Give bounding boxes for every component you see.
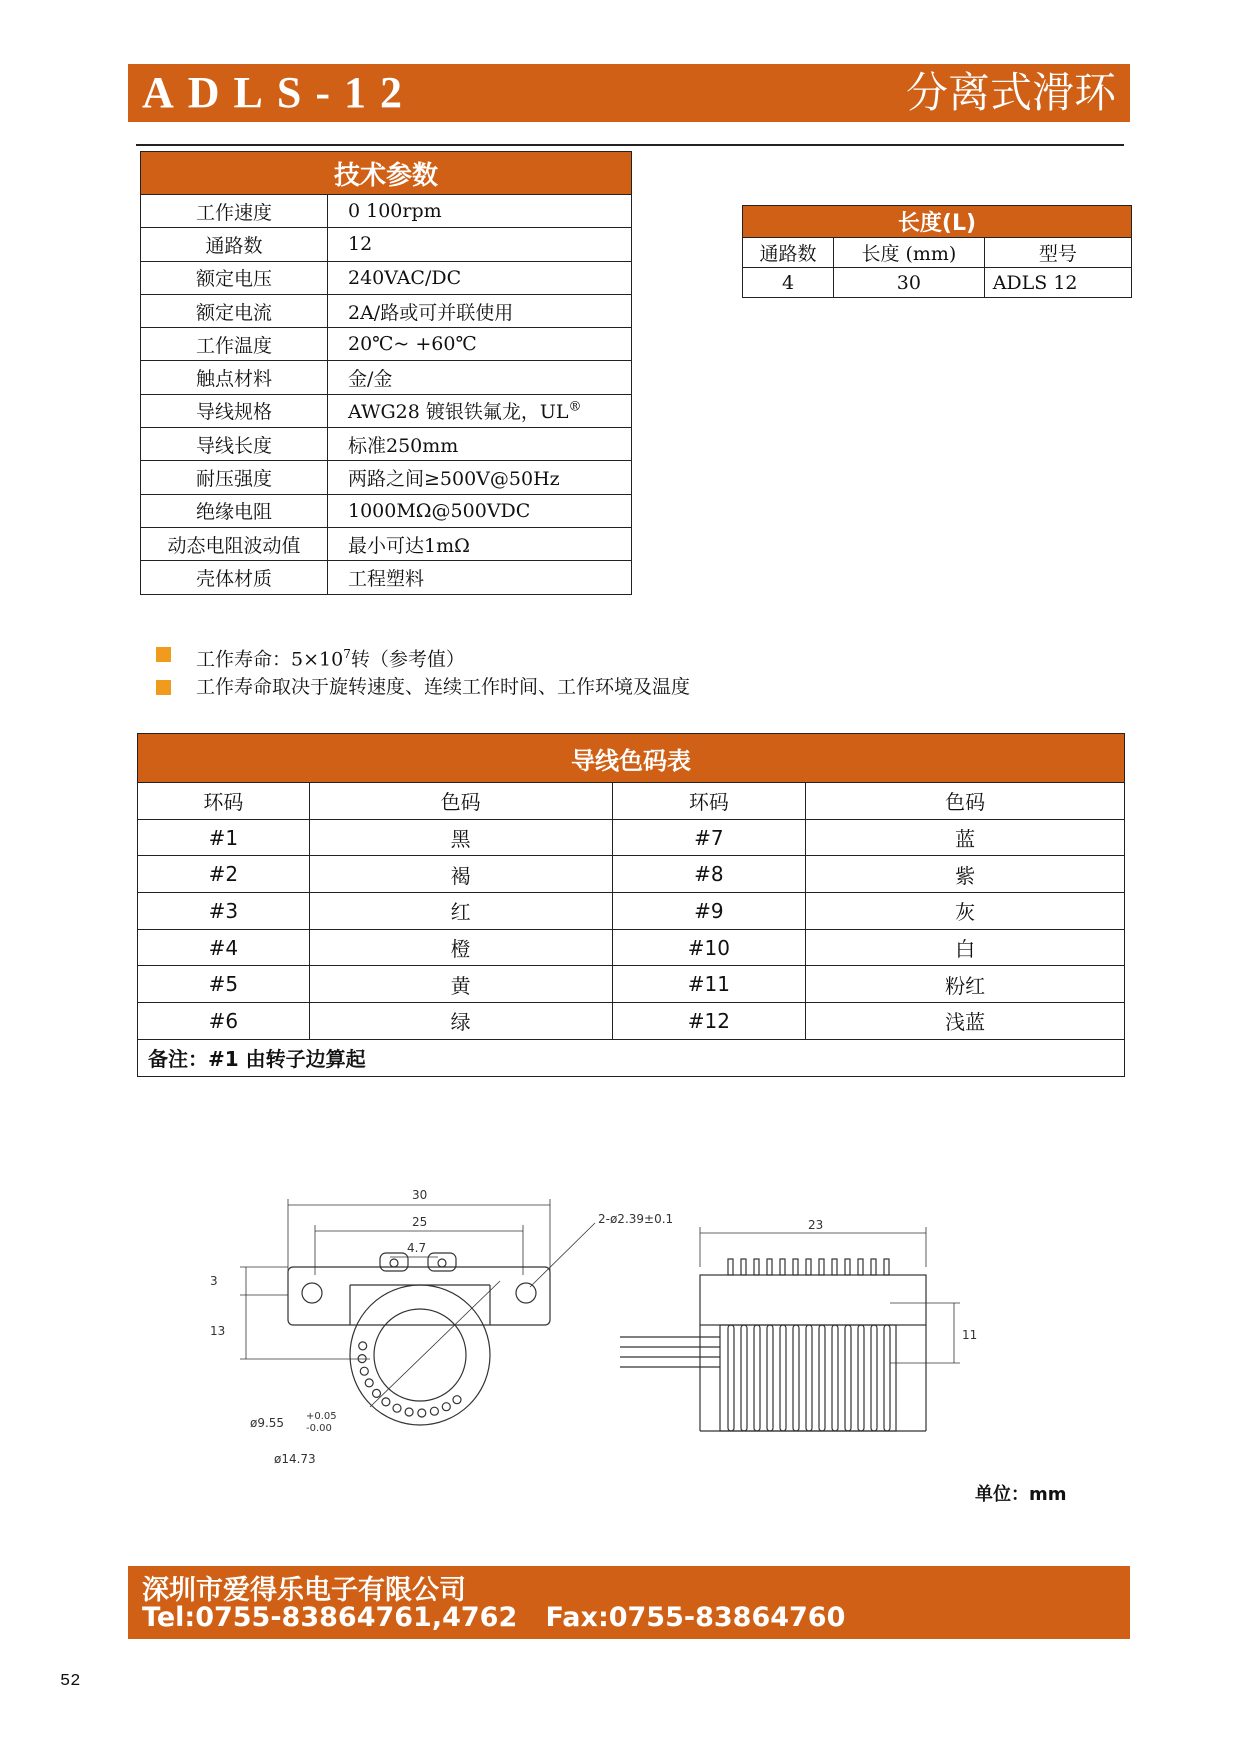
pin — [858, 1259, 863, 1275]
ring-code: #12 — [612, 1003, 806, 1040]
spec-table — [140, 151, 632, 595]
fin — [793, 1325, 799, 1431]
ring-code: #8 — [612, 856, 806, 893]
spec-value — [328, 527, 632, 560]
dim-30: 30 — [412, 1188, 428, 1202]
spec-value — [328, 461, 632, 494]
ring-code: #11 — [612, 966, 806, 1003]
length-table-title: 长度(L) — [743, 206, 1132, 238]
dim-tol-plus: +0.05 — [306, 1411, 337, 1422]
spec-value-text: AWG28 镀银铁氟龙，UL — [348, 401, 569, 424]
spec-value — [328, 494, 632, 527]
spec-label: 动态电阻波动值 — [141, 527, 328, 560]
length-cell-length: 30 — [834, 268, 985, 298]
note-life-prefix: 工作寿命：5×10 — [196, 648, 344, 671]
spec-row — [141, 328, 632, 361]
spec-label: 额定电流 — [141, 294, 328, 327]
spec-value-text: 12 — [348, 233, 373, 256]
pin — [780, 1259, 785, 1275]
spec-label: 耐压强度 — [141, 461, 328, 494]
pin — [741, 1259, 746, 1275]
length-header-channels: 通路数 — [743, 238, 834, 268]
spec-value-text: 2A/路或可并联使用 — [348, 301, 514, 324]
fin — [871, 1325, 877, 1431]
spec-value — [328, 394, 632, 427]
ring-code: #6 — [138, 1003, 310, 1040]
fin — [728, 1325, 734, 1431]
color-table-title: 导线色码表 — [138, 734, 1125, 783]
fin — [767, 1325, 773, 1431]
length-cell-model: ADLS 12 — [984, 268, 1131, 298]
ring-code: #4 — [138, 929, 310, 966]
color-row — [138, 929, 1125, 966]
contact-dot — [382, 1398, 390, 1406]
spec-label: 壳体材质 — [141, 561, 328, 594]
spec-row — [141, 394, 632, 427]
color-row — [138, 966, 1125, 1003]
spec-row — [141, 461, 632, 494]
contact-dot — [373, 1389, 381, 1397]
fin — [832, 1325, 838, 1431]
color-name: 粉红 — [806, 966, 1125, 1003]
color-name: 灰 — [806, 893, 1125, 930]
spec-label: 通路数 — [141, 228, 328, 261]
contact-dot — [405, 1408, 413, 1416]
color-header-ring: 环码 — [612, 783, 806, 820]
spec-value-text: 两路之间≥500V@50Hz — [348, 468, 560, 491]
spec-value-text: 20℃~ +60℃ — [348, 333, 477, 356]
fin — [780, 1325, 786, 1431]
color-name: 紫 — [806, 856, 1125, 893]
spec-value — [328, 361, 632, 394]
color-row — [138, 893, 1125, 930]
front-view — [240, 1199, 595, 1425]
contact-info: Tel:0755-83864761,4762 Fax:0755-83864760 — [142, 1602, 846, 1633]
length-table — [742, 205, 1132, 298]
color-table-remark: 备注：#1 由转子边算起 — [138, 1039, 1125, 1076]
dim-25: 25 — [412, 1215, 428, 1229]
ring-code: #5 — [138, 966, 310, 1003]
spec-value-text: 标准250mm — [348, 434, 459, 457]
contact-dot — [359, 1342, 367, 1350]
dim-tol-minus: -0.00 — [306, 1423, 332, 1434]
pin — [819, 1259, 824, 1275]
contact-dot — [358, 1355, 366, 1363]
contact-dot — [360, 1367, 368, 1375]
pin — [871, 1259, 876, 1275]
spec-label: 触点材料 — [141, 361, 328, 394]
fin — [806, 1325, 812, 1431]
contact-dot — [442, 1403, 450, 1411]
pin — [845, 1259, 850, 1275]
fins — [728, 1325, 890, 1431]
dim-11: 11 — [962, 1328, 978, 1342]
color-name: 白 — [806, 929, 1125, 966]
spec-label: 导线规格 — [141, 394, 328, 427]
pin — [884, 1259, 889, 1275]
wire-color-table — [137, 733, 1125, 1077]
spec-row — [141, 494, 632, 527]
fin — [845, 1325, 851, 1431]
contact-dot — [453, 1396, 461, 1404]
fin — [819, 1325, 825, 1431]
length-cell-channels: 4 — [743, 268, 834, 298]
bullet-icon — [156, 647, 171, 662]
spec-row — [141, 228, 632, 261]
spec-value-text: 1000MΩ@500VDC — [348, 499, 531, 522]
dim-holes: 2-ø2.39±0.1 — [598, 1212, 674, 1226]
spec-row — [141, 361, 632, 394]
bullet-icon — [156, 680, 171, 695]
spec-row — [141, 561, 632, 594]
pin — [767, 1259, 772, 1275]
spec-value-text: 最小可达1mΩ — [348, 534, 470, 557]
ring-code: #7 — [612, 819, 806, 856]
note-life-factors-text: 工作寿命取决于旋转速度、连续工作时间、工作环境及温度 — [196, 676, 691, 699]
footer-banner — [128, 1566, 1130, 1639]
title-banner — [128, 64, 1130, 122]
pins — [728, 1259, 889, 1275]
spec-row — [141, 195, 632, 228]
company-name: 深圳市爱得乐电子有限公司 — [142, 1575, 466, 1606]
page-number: 52 — [60, 1672, 81, 1691]
contact-dot — [365, 1379, 373, 1387]
spec-value — [328, 328, 632, 361]
spec-row — [141, 261, 632, 294]
color-header-color: 色码 — [806, 783, 1125, 820]
dim-9-55: ø9.55 — [250, 1416, 285, 1430]
dim-13: 13 — [210, 1324, 226, 1338]
notes — [152, 640, 690, 701]
color-row — [138, 856, 1125, 893]
contact-dot — [418, 1409, 426, 1417]
ring-code: #9 — [612, 893, 806, 930]
ring-code: #1 — [138, 819, 310, 856]
dimension-drawing — [200, 1175, 1080, 1475]
ul-mark: ® — [568, 400, 582, 416]
fin — [884, 1325, 890, 1431]
color-name: 浅蓝 — [806, 1003, 1125, 1040]
note-life-exponent: 7 — [343, 647, 351, 661]
note-life-suffix: 转（参考值） — [350, 648, 465, 671]
unit-label: 单位：mm — [975, 1484, 1067, 1505]
header-divider — [136, 144, 1124, 146]
color-name: 黄 — [309, 966, 612, 1003]
color-name: 褐 — [309, 856, 612, 893]
pin — [754, 1259, 759, 1275]
spec-label: 导线长度 — [141, 428, 328, 461]
product-type: 分离式滑环 — [905, 68, 1116, 117]
spec-value — [328, 261, 632, 294]
ring-code: #3 — [138, 893, 310, 930]
spec-value — [328, 561, 632, 594]
spec-row — [141, 294, 632, 327]
length-header-model: 型号 — [984, 238, 1131, 268]
spec-label: 额定电压 — [141, 261, 328, 294]
note-life — [152, 640, 690, 673]
spec-value — [328, 228, 632, 261]
color-row — [138, 819, 1125, 856]
color-name: 绿 — [309, 1003, 612, 1040]
contact-dot — [393, 1404, 401, 1412]
spec-label: 绝缘电阻 — [141, 494, 328, 527]
spec-label: 工作温度 — [141, 328, 328, 361]
note-life-factors — [152, 673, 690, 701]
side-view — [620, 1227, 960, 1431]
color-name: 黑 — [309, 819, 612, 856]
color-header-ring: 环码 — [138, 783, 310, 820]
ring-code: #10 — [612, 929, 806, 966]
spec-row — [141, 428, 632, 461]
spec-value-text: 240VAC/DC — [348, 266, 462, 289]
spec-value — [328, 195, 632, 228]
length-header-length: 长度 (mm) — [834, 238, 985, 268]
color-name: 蓝 — [806, 819, 1125, 856]
color-header-color: 色码 — [309, 783, 612, 820]
dim-4-7: 4.7 — [407, 1241, 427, 1255]
spec-value — [328, 294, 632, 327]
dim-23: 23 — [808, 1218, 824, 1232]
color-name: 橙 — [309, 929, 612, 966]
spec-row — [141, 527, 632, 560]
pin — [806, 1259, 811, 1275]
color-name: 红 — [309, 893, 612, 930]
pin — [728, 1259, 733, 1275]
spec-table-title: 技术参数 — [141, 152, 632, 195]
fin — [741, 1325, 747, 1431]
pin — [793, 1259, 798, 1275]
spec-value-text: 0 100rpm — [348, 200, 442, 223]
spec-value — [328, 428, 632, 461]
spec-value-text: 工程塑料 — [348, 567, 425, 590]
fin — [858, 1325, 864, 1431]
dim-3: 3 — [210, 1274, 218, 1288]
contact-dot — [430, 1407, 438, 1415]
dim-14-73: ø14.73 — [274, 1452, 316, 1466]
color-row — [138, 1003, 1125, 1040]
pin — [832, 1259, 837, 1275]
ring-code: #2 — [138, 856, 310, 893]
spec-label: 工作速度 — [141, 195, 328, 228]
fin — [754, 1325, 760, 1431]
spec-value-text: 金/金 — [348, 368, 393, 391]
model-title: ADLS-12 — [142, 68, 417, 117]
